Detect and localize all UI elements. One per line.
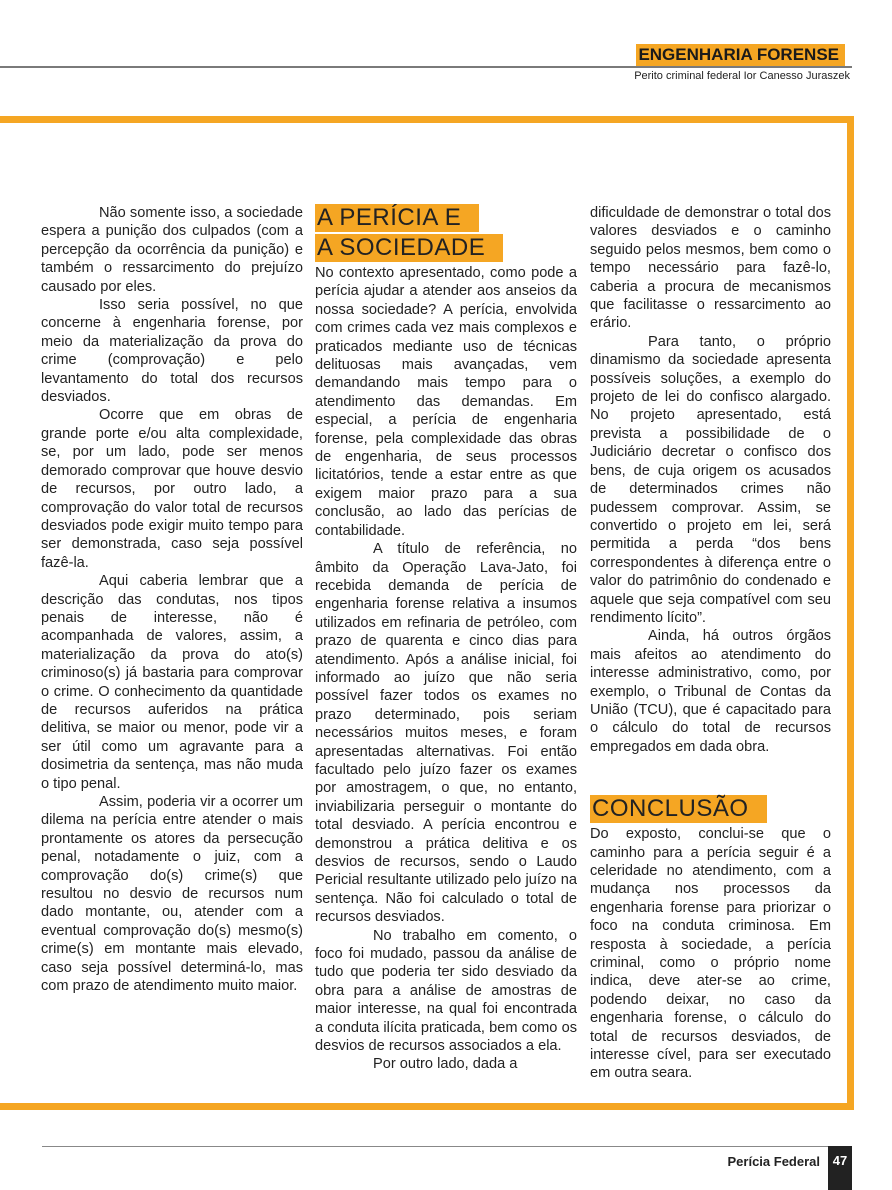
column-1 [41, 204, 303, 995]
publication-title: Perícia Federal [727, 1154, 820, 1169]
page-number: 47 [828, 1146, 852, 1190]
paragraph: Ocorre que em obras de grande porte e/ou alta complexidade, se, por um lado, pode ser menos demorado comprovar que houve desvio de recursos, por outro lado, a comprovação do valor total de recursos desviados pode exigir muito tempo para ser demonstrada, caso seja possível fazê-la. [41, 407, 303, 571]
paragraph: Ainda, há outros órgãos mais afeitos ao atendimento do interesse administrativo, como, por exemplo, o Tribunal de Contas da União (TCU), que é capacitado para o cálculo do total de recursos empregados em dada obra. [590, 628, 831, 755]
paragraph: Isso seria possível, no que concerne à engenharia forense, por meio da materialização da prova do crime (comprovação) e pelo levantamento do total dos recursos desviados. [41, 297, 303, 406]
section-heading-sociedade: A SOCIEDADE [315, 234, 503, 262]
section-tag: ENGENHARIA FORENSE [636, 44, 845, 66]
paragraph: dificuldade de demonstrar o total dos valores desviados e o caminho seguido pelos mesmos, bem como o tempo necessário para fazê-lo, caberia a procura de mecanismos que facilitasse o ressarcimento ao erário. [590, 205, 831, 332]
paragraph: Não somente isso, a sociedade espera a punição dos culpados (com a percepção da ocorrência da punição) e também o ressarcimento do prejuízo causado por eles. [41, 205, 303, 295]
paragraph: A título de referência, no âmbito da Operação Lava-Jato, foi recebida demanda de perícia de engenharia forense relativa a insumos utilizados em refinaria de petróleo, com prazo de quarenta e cinco dias para atendimento. Após a análise inicial, foi informado ao juízo que não seria possível fazer todos os exames no prazo determinado, pois seriam necessários muitos meses, e foram apresentadas alternativas. Foi então facultado pelo juízo fazer os exames por amostragem, o que, no entanto, inviabilizaria perseguir o montante do total desviado. A perícia encontrou e demonstrou a prática delitiva e os desvios de recursos, sendo o Laudo Pericial resultante utilizado pelo juízo na sentença. Não foi calculado o total de recursos desviados. [315, 541, 577, 926]
footer-divider [42, 1146, 852, 1147]
author-line: Perito criminal federal Ior Canesso Juraszek [634, 70, 850, 82]
section-heading-pericia: A PERÍCIA E [315, 204, 479, 232]
section-heading-conclusao: CONCLUSÃO [590, 795, 767, 823]
paragraph: No contexto apresentado, como pode a perícia ajudar a atender aos anseios da nossa sociedade? A perícia, envolvida com crimes cada vez mais complexos e praticados mediante uso de técnicas delituosas mais avançadas, vem demandando mais tempo para o atendimento das demandas. Em especial, a perícia de engenharia forense, pela complexidade das obras de engenharia, de seus processos licitatórios, tende a estar entre as que exigem maior prazo para a sua conclusão, ao lado das perícias de contabilidade. [315, 265, 577, 539]
column-3 [590, 204, 831, 1083]
column-2 [315, 204, 577, 1074]
header-divider [0, 66, 852, 68]
paragraph: Aqui caberia lembrar que a descrição das condutas, nos tipos penais de interesse, não é acompanhada de valores, assim, a materialização da prova do ato(s) criminoso(s) já bastaria para comprovar o crime. O conhecimento da quantidade de recursos auferidos na prática delitiva, se maior ou menor, pode vir a ser útil como um agravante para a dosimetria da sentença, mas não muda o tipo penal. [41, 573, 303, 792]
paragraph: Por outro lado, dada a [373, 1056, 518, 1073]
paragraph: Assim, poderia vir a ocorrer um dilema na perícia entre atender o mais prontamente os atores da persecução penal, notadamente o juiz, com a comprovação do(s) crime(s) que resultou no desvio de recursos num dado montante, ou, atender com a eventual comprovação do(s) mesmo(s) crime(s) em montante mais elevado, caso seja possível determiná-lo, mas com prazo de atendimento muito maior. [41, 794, 303, 995]
paragraph: Para tanto, o próprio dinamismo da sociedade apresenta possíveis soluções, a exemplo do projeto de lei do confisco alargado. No projeto apresentado, está prevista a possibilidade de o Judiciário decretar o confisco dos bens, de cuja origem os acusados de determinados crimes não pudessem comprovar. Assim, se convertido o projeto em lei, será permitida a perda “dos bens correspondentes à diferença entre o valor do patrimônio do condenado e aquele que seja compatível com seu rendimento lícito”. [590, 333, 831, 626]
paragraph: No trabalho em comento, o foco foi mudado, passou da análise de tudo que poderia ter sido desviado da obra para a análise de amostras de maior interesse, na qual foi encontrada a conduta ilícita praticada, bem como os desvios de recursos associados a ela. [315, 927, 577, 1055]
paragraph: Do exposto, conclui-se que o caminho para a perícia seguir é a celeridade no atendimento, com a mudança nos processos da engenharia forense para priorizar o foco na conduta criminosa. Em resposta à sociedade, a perícia criminal, como o próprio nome indica, deve ater-se ao crime, podendo deixar, no caso da engenharia forense, o cálculo do total de recursos desviados, de interesse cível, para ser executado em outra seara. [590, 826, 831, 1082]
